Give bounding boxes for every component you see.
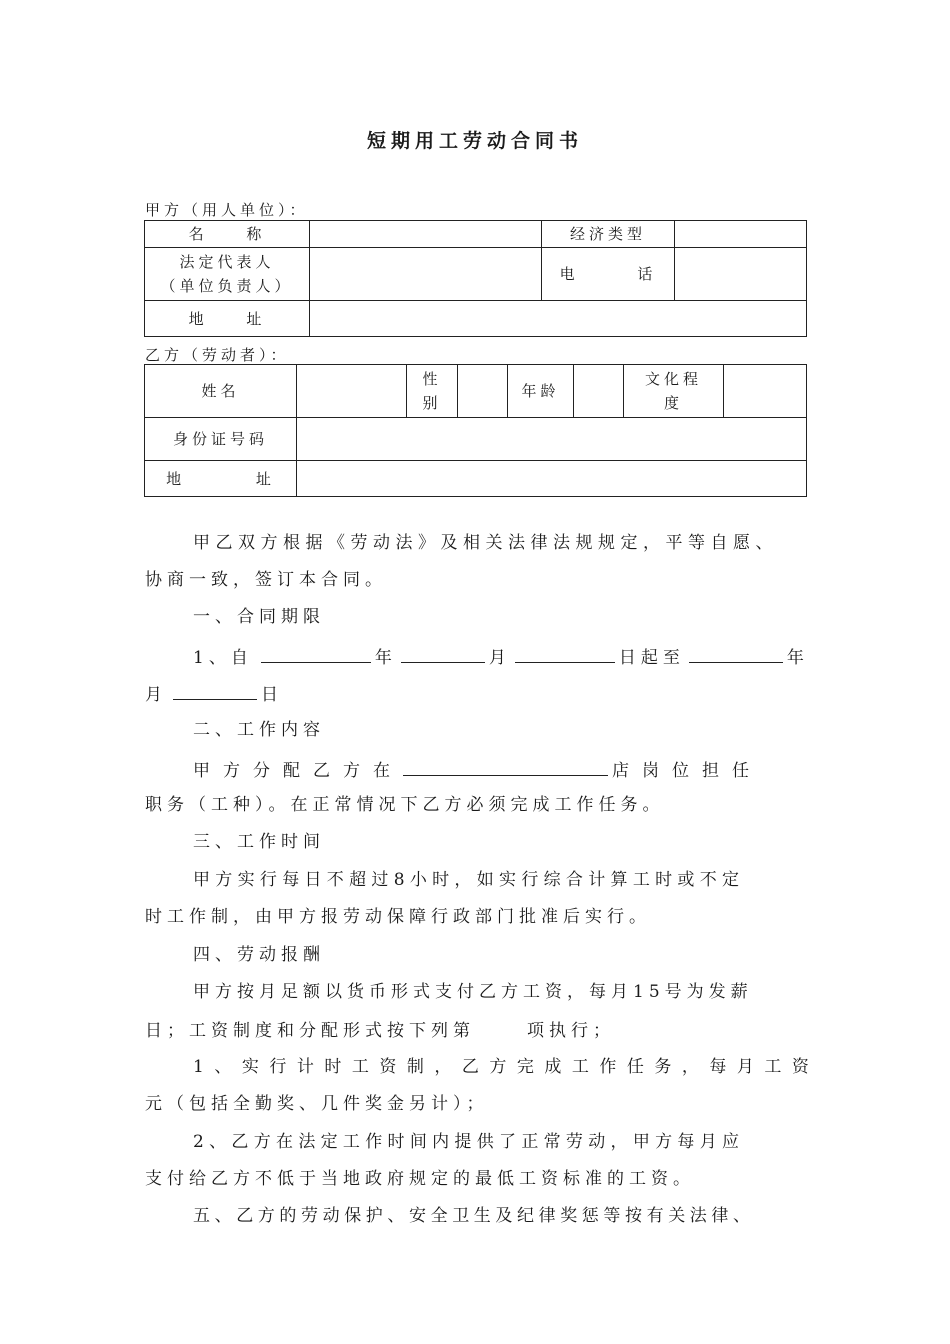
party-b-gender-label-line2: 别 — [422, 394, 442, 412]
end-day-label: 日 — [261, 685, 283, 705]
section-1-term-line2 — [145, 681, 805, 706]
party-b-edu-label-line2: 度 — [663, 394, 683, 412]
post-text: 店岗位担任 — [612, 761, 762, 781]
party-b-address-value[interactable] — [297, 461, 807, 497]
section-4-item1-line1: 1、实行计时工资制，乙方完成工作任务，每月工资 — [193, 1057, 820, 1077]
pay-item-suffix: 项执行； — [527, 1021, 615, 1041]
section-2-heading: 二、工作内容 — [193, 720, 325, 740]
section-4-item2-line1: 2、乙方在法定工作时间内提供了正常劳动，甲方每月应 — [193, 1132, 745, 1152]
party-b-heading: 乙方（劳动者）： — [145, 346, 290, 364]
party-a-address-label: 地 址 — [145, 301, 310, 337]
party-a-address-value[interactable] — [310, 301, 807, 337]
section-4-line2 — [145, 1018, 805, 1042]
pay-item-blank[interactable] — [481, 1018, 521, 1036]
assign-text: 甲方分配乙方在 — [193, 761, 403, 781]
party-a-rep-label-line1: 法定代表人 — [179, 253, 275, 271]
party-b-name-value[interactable] — [297, 365, 407, 418]
party-b-gender-label-line1: 性 — [422, 370, 442, 388]
party-b-edu-value[interactable] — [724, 365, 807, 418]
section-3-heading: 三、工作时间 — [193, 832, 325, 852]
party-a-rep-value[interactable] — [310, 248, 542, 301]
section-3-line1: 甲方实行每日不超过8小时，如实行综合计算工时或不定 — [193, 870, 745, 890]
party-a-name-value[interactable] — [310, 221, 542, 248]
party-a-rep-label — [145, 248, 310, 301]
party-a-phone-value[interactable] — [675, 248, 807, 301]
party-a-phone-label: 电 话 — [542, 248, 675, 301]
start-day-blank[interactable] — [515, 644, 615, 663]
party-b-edu-label — [624, 365, 724, 418]
party-a-table — [144, 220, 807, 337]
party-b-age-value[interactable] — [574, 365, 624, 418]
party-b-gender-label — [407, 365, 458, 418]
intro-paragraph-line2: 协商一致，签订本合同。 — [145, 570, 387, 590]
end-year-label: 年 — [786, 648, 809, 668]
end-day-blank[interactable] — [173, 681, 257, 700]
party-b-id-label: 身份证号码 — [145, 418, 297, 461]
section-2-line1 — [193, 757, 805, 782]
section-3-line2: 时工作制，由甲方报劳动保障行政部门批准后实行。 — [145, 907, 651, 927]
start-year-label: 年 — [374, 648, 397, 668]
party-b-name-label: 姓名 — [145, 365, 297, 418]
section-4-item1-line2: 元（包括全勤奖、几件奖金另计）； — [145, 1094, 489, 1114]
party-b-gender-value[interactable] — [458, 365, 508, 418]
party-b-id-value[interactable] — [297, 418, 807, 461]
start-month-label: 月 — [488, 648, 511, 668]
section-4-line1: 甲方按月足额以货币形式支付乙方工资，每月15号为发薪 — [193, 982, 753, 1002]
end-year-blank[interactable] — [689, 644, 783, 663]
start-month-blank[interactable] — [401, 644, 485, 663]
pay-item-text: 日；工资制度和分配形式按下列第 — [145, 1021, 475, 1041]
end-month-label: 月 — [145, 685, 167, 705]
section-1-term-line1 — [193, 644, 809, 669]
party-a-rep-label-line2: （单位负责人） — [160, 277, 294, 295]
party-a-name-label: 名 称 — [145, 221, 310, 248]
party-a-heading: 甲方（用人单位）： — [145, 201, 309, 219]
term-from-label: 1、自 — [193, 648, 253, 668]
section-1-heading: 一、合同期限 — [193, 607, 325, 627]
party-b-table — [144, 364, 807, 497]
start-year-blank[interactable] — [261, 644, 371, 663]
party-b-address-label: 地 址 — [145, 461, 297, 497]
party-a-econ-type-label: 经济类型 — [542, 221, 675, 248]
party-b-age-label: 年龄 — [508, 365, 574, 418]
section-2-line2: 职务（工种）。在正常情况下乙方必须完成工作任务。 — [145, 795, 665, 815]
party-b-edu-label-line1: 文化程 — [644, 370, 702, 388]
intro-paragraph-line1: 甲乙双方根据《劳动法》及相关法律法规规定，平等自愿、 — [193, 533, 778, 553]
start-day-to-label: 日起至 — [618, 648, 685, 668]
section-4-item2-line2: 支付给乙方不低于当地政府规定的最低工资标准的工资。 — [145, 1169, 695, 1189]
party-a-econ-type-value[interactable] — [675, 221, 807, 248]
section-4-heading: 四、劳动报酬 — [193, 945, 325, 965]
document-title: 短期用工劳动合同书 — [366, 130, 583, 152]
section-5-line1: 五、乙方的劳动保护、安全卫生及纪律奖惩等按有关法律、 — [193, 1206, 755, 1226]
store-blank[interactable] — [403, 757, 608, 776]
